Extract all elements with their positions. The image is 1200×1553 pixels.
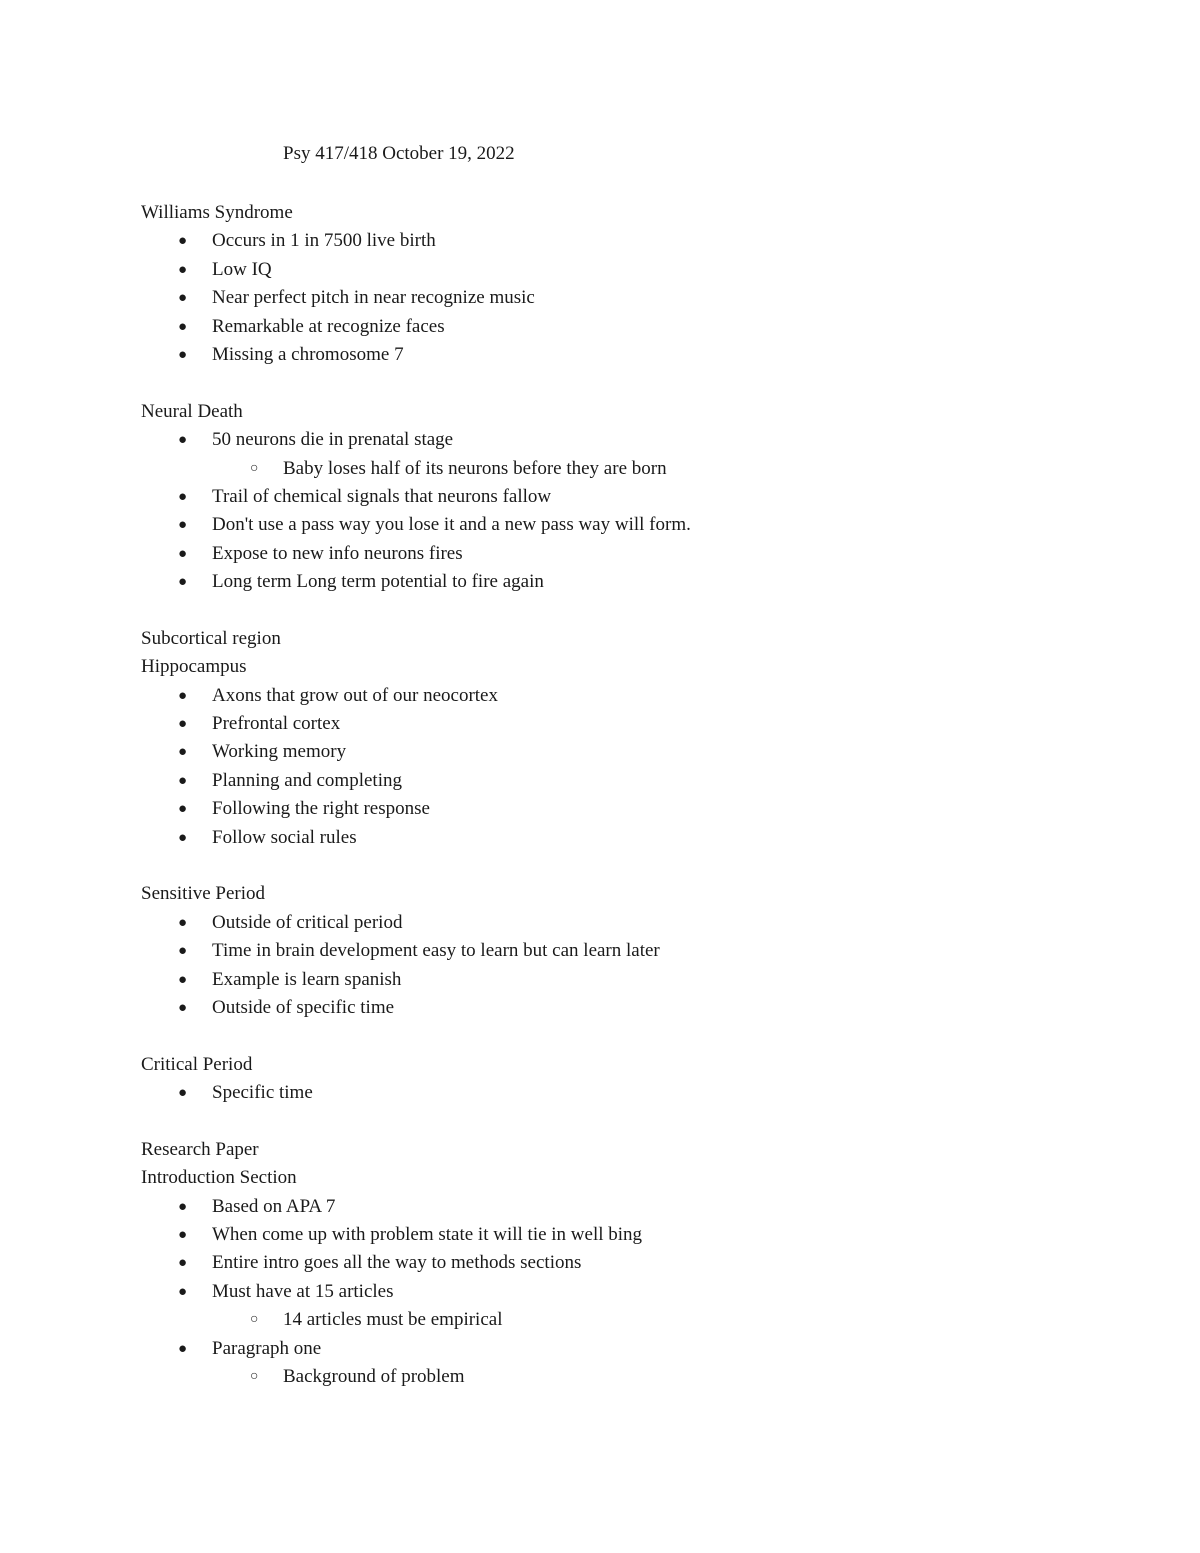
note-section [141, 398, 1141, 597]
bullet-item [141, 682, 1141, 710]
bullet-text: Based on APA 7 [212, 1195, 336, 1217]
filled-bullet-icon: ● [178, 971, 188, 988]
notes-body [141, 199, 1141, 1391]
bullet-item [141, 909, 1141, 937]
bullet-item [141, 511, 1141, 539]
bullet-text: Outside of critical period [212, 911, 403, 933]
note-section [141, 880, 1141, 1022]
filled-bullet-icon: ● [178, 290, 188, 307]
filled-bullet-icon: ● [178, 772, 188, 789]
bullet-text: Entire intro goes all the way to methods sections [212, 1252, 582, 1274]
bullet-item [141, 738, 1141, 766]
note-section [141, 1051, 1141, 1108]
section-heading: Williams Syndrome [141, 202, 293, 223]
bullet-text: Follow social rules [212, 826, 357, 848]
bullet-item [141, 1193, 1141, 1221]
note-section [141, 199, 1141, 369]
filled-bullet-icon: ● [178, 1255, 188, 1272]
filled-bullet-icon: ● [178, 1198, 188, 1215]
filled-bullet-icon: ● [178, 829, 188, 846]
bullet-item [141, 994, 1141, 1022]
note-section [141, 625, 1141, 852]
filled-bullet-icon: ● [178, 1340, 188, 1357]
filled-bullet-icon: ● [178, 432, 188, 449]
section-spacer [141, 1022, 1141, 1050]
section-spacer [141, 1108, 1141, 1136]
bullet-item [141, 937, 1141, 965]
bullet-item [141, 341, 1141, 369]
bullet-text: Low IQ [212, 258, 272, 280]
hollow-bullet-icon: ○ [250, 1369, 259, 1385]
bullet-item [141, 1249, 1141, 1277]
bullet-item [141, 1278, 1141, 1306]
bullet-text: 14 articles must be empirical [283, 1309, 503, 1331]
bullet-item [141, 568, 1141, 596]
filled-bullet-icon: ● [178, 346, 188, 363]
bullet-text: Long term Long term potential to fire again [212, 571, 544, 593]
bullet-text: Example is learn spanish [212, 968, 402, 990]
bullet-item [141, 227, 1141, 255]
bullet-text: Missing a chromosome 7 [212, 343, 404, 365]
filled-bullet-icon: ● [178, 716, 188, 733]
page-title: Psy 417/418 October 19, 2022 [283, 143, 515, 164]
filled-bullet-icon: ● [178, 744, 188, 761]
bullet-text: Following the right response [212, 798, 430, 820]
bullet-text: Paragraph one [212, 1337, 322, 1359]
bullet-text: Time in brain development easy to learn but can learn later [212, 940, 660, 962]
filled-bullet-icon: ● [178, 1085, 188, 1102]
sub-bullet-item [141, 1363, 1141, 1391]
section-spacer [141, 852, 1141, 880]
bullet-item [141, 1221, 1141, 1249]
bullet-text: Trail of chemical signals that neurons fallow [212, 485, 552, 507]
section-heading: Research Paper [141, 1138, 259, 1160]
filled-bullet-icon: ● [178, 999, 188, 1016]
bullet-item [141, 795, 1141, 823]
bullet-item [141, 313, 1141, 341]
hollow-bullet-icon: ○ [250, 1312, 259, 1328]
bullet-text: Working memory [212, 741, 347, 763]
sub-bullet-item [141, 1306, 1141, 1334]
filled-bullet-icon: ● [178, 488, 188, 505]
bullet-item [141, 710, 1141, 738]
bullet-text: Expose to new info neurons fires [212, 542, 463, 564]
bullet-item [141, 824, 1141, 852]
bullet-item [141, 966, 1141, 994]
section-heading: Neural Death [141, 400, 243, 422]
section-heading: Subcortical region [141, 627, 281, 649]
filled-bullet-icon: ● [178, 574, 188, 591]
sub-bullet-item [141, 455, 1141, 483]
bullet-item [141, 483, 1141, 511]
filled-bullet-icon: ● [178, 1283, 188, 1300]
section-heading: Introduction Section [141, 1167, 297, 1189]
bullet-text: When come up with problem state it will tie in well bing [212, 1224, 643, 1246]
section-heading: Critical Period [141, 1053, 253, 1075]
bullet-text: Baby loses half of its neurons before they are born [283, 457, 667, 479]
filled-bullet-icon: ● [178, 914, 188, 931]
bullet-text: Outside of specific time [212, 996, 395, 1018]
bullet-text: Don't use a pass way you lose it and a new pass way will form. [212, 514, 691, 536]
bullet-item [141, 284, 1141, 312]
bullet-item [141, 767, 1141, 795]
filled-bullet-icon: ● [178, 261, 188, 278]
bullet-text: Planning and completing [212, 769, 402, 791]
section-spacer [141, 596, 1141, 624]
bullet-item [141, 1079, 1141, 1107]
bullet-text: Remarkable at recognize faces [212, 315, 445, 337]
bullet-item [141, 426, 1141, 454]
hollow-bullet-icon: ○ [250, 460, 259, 476]
bullet-text: Must have at 15 articles [212, 1280, 394, 1302]
filled-bullet-icon: ● [178, 801, 188, 818]
bullet-text: Occurs in 1 in 7500 live birth [212, 230, 436, 252]
bullet-text: Prefrontal cortex [212, 713, 341, 735]
section-heading: Sensitive Period [141, 883, 266, 905]
bullet-text: Specific time [212, 1082, 313, 1104]
filled-bullet-icon: ● [178, 1227, 188, 1244]
filled-bullet-icon: ● [178, 233, 188, 250]
bullet-item [141, 256, 1141, 284]
section-spacer [141, 369, 1141, 397]
filled-bullet-icon: ● [178, 687, 188, 704]
filled-bullet-icon: ● [178, 943, 188, 960]
note-section [141, 1136, 1141, 1392]
bullet-text: Axons that grow out of our neocortex [212, 684, 498, 706]
section-heading: Hippocampus [141, 656, 247, 678]
bullet-text: Background of problem [283, 1366, 465, 1388]
bullet-text: 50 neurons die in prenatal stage [212, 429, 454, 451]
bullet-item [141, 1335, 1141, 1363]
bullet-item [141, 540, 1141, 568]
filled-bullet-icon: ● [178, 318, 188, 335]
filled-bullet-icon: ● [178, 545, 188, 562]
bullet-text: Near perfect pitch in near recognize music [212, 287, 535, 309]
filled-bullet-icon: ● [178, 517, 188, 534]
